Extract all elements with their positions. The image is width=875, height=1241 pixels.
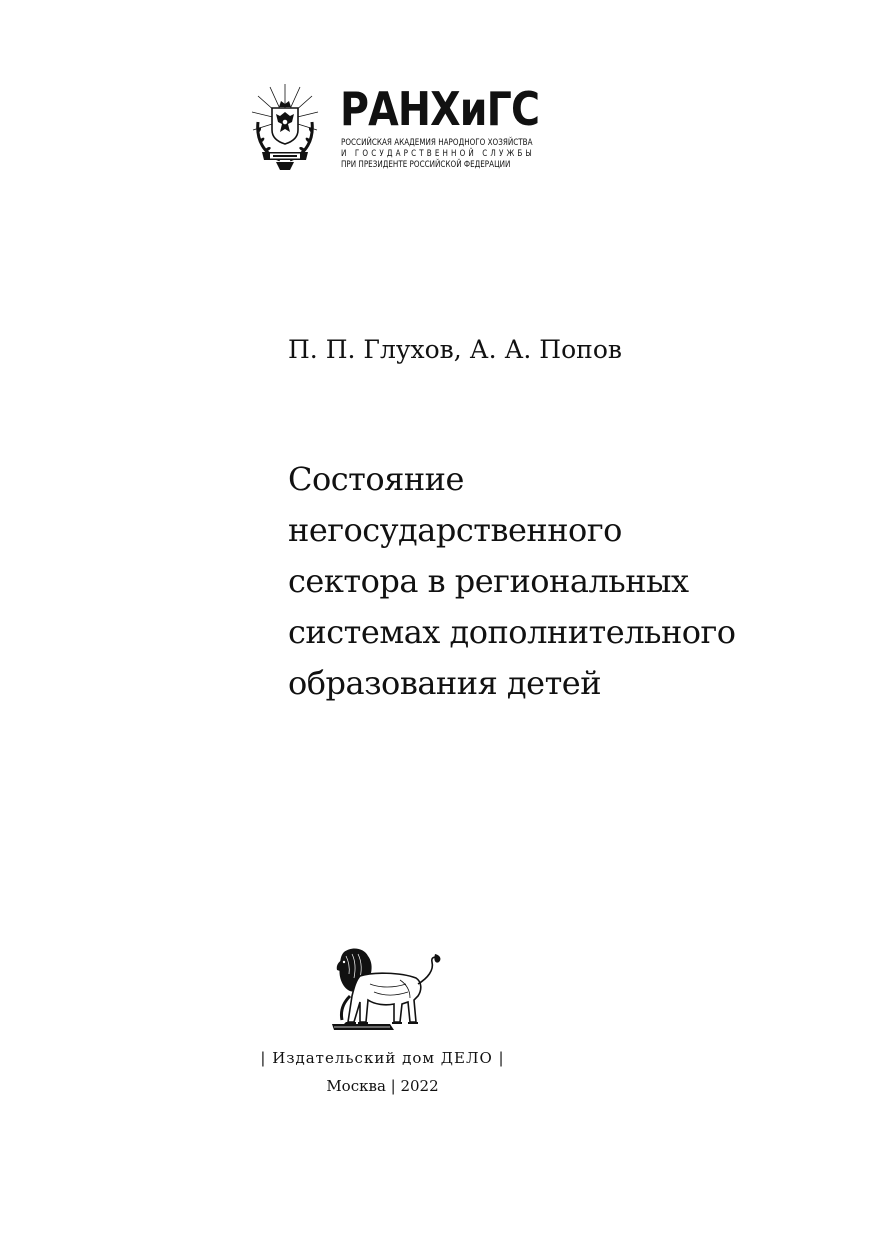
publisher-name: | Издательский дом ДЕЛО | (260, 1049, 505, 1067)
institution-logo (250, 82, 560, 174)
authors: П. П. Глухов, А. А. Попов (288, 335, 622, 364)
publication-city-year: Москва | 2022 (326, 1077, 439, 1095)
title-line: Состояние (288, 460, 464, 498)
academy-emblem-icon (250, 82, 320, 172)
logo-subtitle-line: ПРИ ПРЕЗИДЕНТЕ РОССИЙСКОЙ ФЕДЕРАЦИИ (341, 160, 511, 170)
logo-subtitle-line: И ГОСУДАРСТВЕННОЙ СЛУЖБЫ (341, 149, 535, 159)
logo-subtitle-line: РОССИЙСКАЯ АКАДЕМИЯ НАРОДНОГО ХОЗЯЙСТВА (341, 138, 533, 148)
title-line: негосударственного (288, 511, 622, 549)
title-line: системах дополнительного (288, 613, 736, 651)
book-title (288, 454, 808, 709)
lion-icon (330, 944, 445, 1036)
logo-name: РАНХиГС (340, 82, 540, 136)
title-line: сектора в региональных (288, 562, 689, 600)
title-line: образования детей (288, 664, 602, 702)
